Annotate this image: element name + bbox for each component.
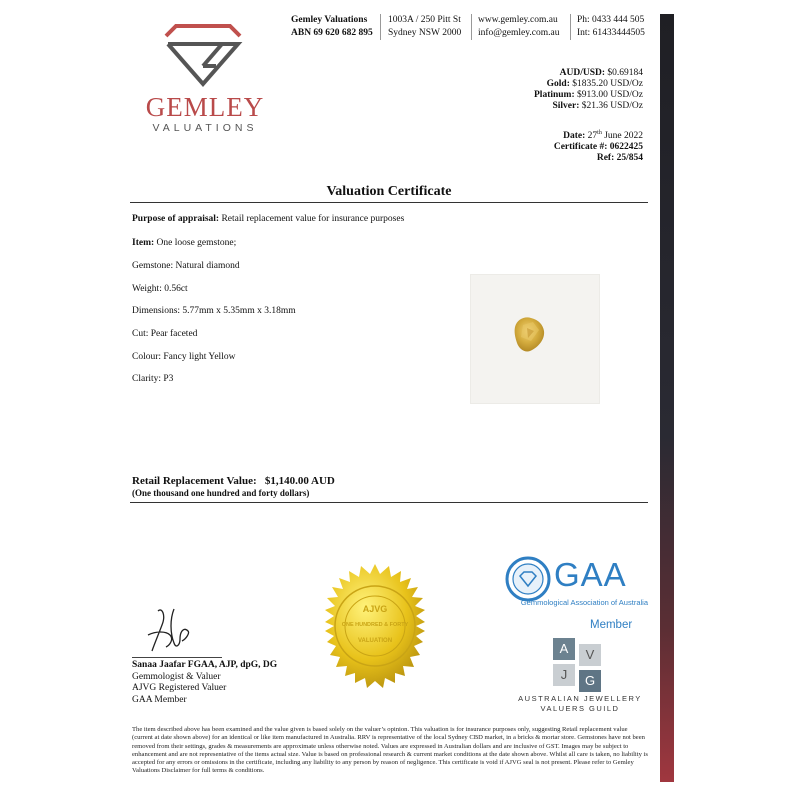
gemstone-photo <box>470 274 600 404</box>
gaa-member-label: Member <box>590 619 633 631</box>
header-divider <box>380 14 381 40</box>
certificate-number-label: Certificate #: <box>553 142 608 153</box>
rate-silver-value: $21.36 USD/Oz <box>581 101 643 111</box>
certificate-ref <box>554 153 643 164</box>
ref-label: Ref: <box>596 153 615 164</box>
retail-value-amount: $1,140.00 AUD <box>264 475 335 487</box>
header-web-block <box>478 14 559 40</box>
header-phone: Ph: 0433 444 505 <box>577 15 645 25</box>
header-company: Gemley Valuations <box>291 15 368 25</box>
gaa-letters: GAA <box>554 556 627 593</box>
purpose-label: Purpose of appraisal: <box>132 214 220 224</box>
rate-silver <box>534 101 643 112</box>
date-suffix: th <box>597 130 602 136</box>
ajvg-name <box>510 694 650 714</box>
certificate-number <box>554 142 643 153</box>
rate-gold <box>534 79 643 90</box>
ajvg-tile-j: J <box>553 664 575 686</box>
header-website: www.gemley.com.au <box>478 15 558 25</box>
signer-role-2: AJVG Registered Valuer <box>132 683 227 693</box>
rate-platinum-value: $913.00 USD/Oz <box>577 90 643 100</box>
signer-name: Sanaa Jaafar FGAA, AJP, dpG, DG <box>132 660 278 670</box>
item-value: One loose gemstone; <box>156 238 237 248</box>
rate-gold-value: $1835.20 USD/Oz <box>572 79 643 89</box>
gaa-emblem-icon <box>504 555 552 603</box>
date-day: 27 <box>587 131 598 142</box>
header-intl-phone: Int: 61433444505 <box>577 28 645 38</box>
ajvg-name-line2: VALUERS GUILD <box>540 704 620 713</box>
page-edge-bar <box>660 14 674 782</box>
detail-weight: Weight: 0.56ct <box>132 284 188 294</box>
header-abn: ABN 69 620 682 895 <box>291 28 373 38</box>
retail-value-words: (One thousand one hundred and forty dollars) <box>132 488 310 498</box>
header-address-block <box>388 14 461 40</box>
item-label: Item: <box>132 238 155 248</box>
signature-icon <box>140 605 200 657</box>
detail-clarity: Clarity: P3 <box>132 374 174 384</box>
signer-role-3: GAA Member <box>132 694 187 705</box>
certificate-date <box>554 128 643 142</box>
header-phone-block <box>577 14 645 40</box>
ajvg-tile-g: G <box>579 670 601 692</box>
document-title: Valuation Certificate <box>326 184 452 199</box>
detail-gemstone: Gemstone: Natural diamond <box>132 261 240 271</box>
rate-audusd-value: $0.69184 <box>607 68 643 78</box>
detail-colour: Colour: Fancy light Yellow <box>132 352 236 362</box>
rate-platinum-label: Platinum: <box>534 90 575 100</box>
disclaimer-text: The item described above has been examined and the value given is based solely on the valuer’s opinion. This valuation is for insurance purposes only, suggesting Retail replacement value (current at date shown above) for an identical or like item manufactured in Australia. RRV is representative of the local Sydney CBD market, in a bricks & mortar store. Gemstones have not been removed from their settings, grades & measurements are approximate unless otherwise noted. Values are expressed in Australian dollars and are inclusive of GST. Images may be subject to enhancement and are not representative of the items actual size. Value is based on professional research & current market conditions at the date shown above. Whilst all care is taken, no liability is accepted for any errors or omissions in the certificate, including any liability to any person by reason of negligence. This certificate is void if AJVG seal is not present. Please refer to Gemley Valuations Disclaimer for full terms & conditions. <box>132 726 648 775</box>
rate-audusd-label: AUD/USD: <box>559 68 605 78</box>
brand-name: GEMLEY <box>145 92 265 122</box>
header-address-line2: Sydney NSW 2000 <box>388 28 462 38</box>
gemley-diamond-logo-icon <box>160 22 246 88</box>
detail-dimensions: Dimensions: 5.77mm x 5.35mm x 3.18mm <box>132 306 296 316</box>
signer-role-1: Gemmologist & Valuer <box>132 671 221 682</box>
date-label: Date: <box>563 131 586 142</box>
gaa-logo <box>504 555 648 615</box>
purpose-line <box>132 214 404 224</box>
header-company-block <box>291 14 373 40</box>
rate-silver-label: Silver: <box>552 101 580 111</box>
rate-audusd <box>534 68 643 79</box>
value-rule <box>130 502 648 503</box>
item-line <box>132 238 236 248</box>
certificate-number-value: 0622425 <box>609 142 643 153</box>
signature-rule <box>132 657 222 658</box>
date-month-year: June 2022 <box>604 131 643 142</box>
header-email: info@gemley.com.au <box>478 28 560 38</box>
header-divider <box>570 14 571 40</box>
signer-block <box>132 660 277 706</box>
retail-value-label: Retail Replacement Value: <box>132 475 257 487</box>
ajvg-name-line1: AUSTRALIAN JEWELLERY <box>518 694 642 703</box>
rate-gold-label: Gold: <box>546 79 570 89</box>
ajvg-logo-icon <box>553 638 607 692</box>
title-rule <box>130 202 648 203</box>
ref-value: 25/854 <box>616 153 643 164</box>
header-divider <box>471 14 472 40</box>
brand-subname: VALUATIONS <box>152 122 258 134</box>
seal-text-top: AJVG <box>362 604 388 614</box>
ajvg-tile-a: A <box>553 638 575 660</box>
header-address-line1: 1003A / 250 Pitt St <box>388 15 461 25</box>
retail-value-line <box>132 475 335 487</box>
seal-text-bottom: VALUATION <box>357 638 393 644</box>
metal-rates <box>534 68 643 112</box>
ajvg-tile-v: V <box>579 644 601 666</box>
detail-cut: Cut: Pear faceted <box>132 329 198 339</box>
certificate-meta <box>554 128 643 164</box>
gold-seal-icon <box>311 562 439 690</box>
purpose-value: Retail replacement value for insurance purposes <box>221 214 405 224</box>
rate-platinum <box>534 90 643 101</box>
seal-text-middle: ONE HUNDRED & FORTY <box>341 622 409 628</box>
yellow-diamond-image <box>471 275 599 403</box>
gaa-full-name: Gemmological Association of Australia <box>520 598 648 607</box>
